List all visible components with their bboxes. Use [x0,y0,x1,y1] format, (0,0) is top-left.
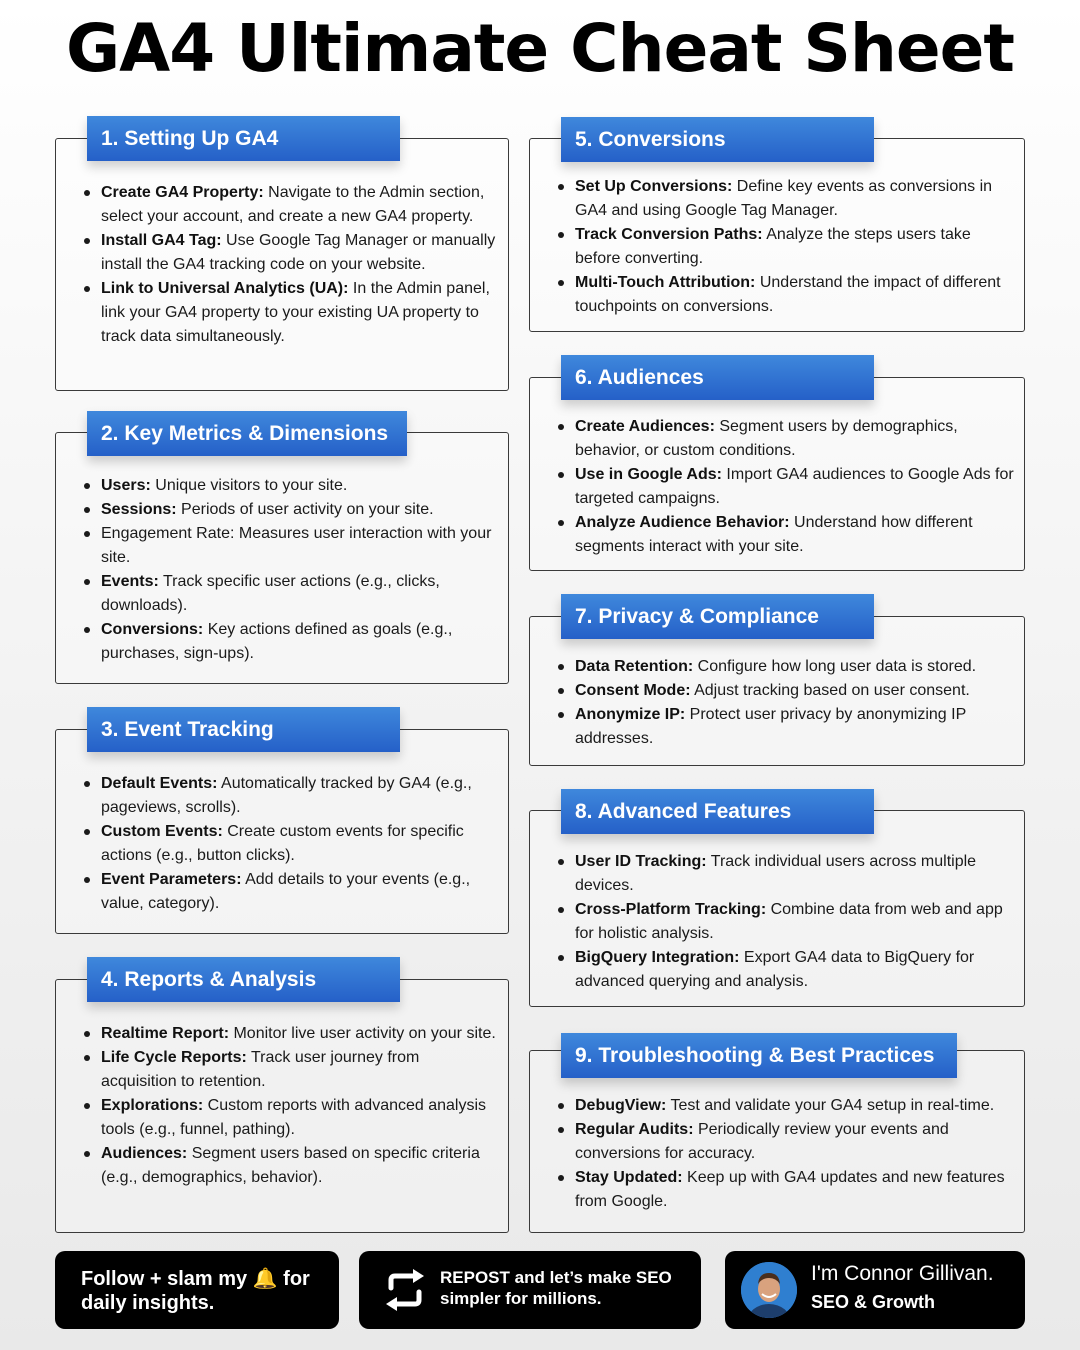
item-term: Create Audiences: [575,418,715,435]
item-term: Life Cycle Reports: [101,1049,247,1066]
item-term: Anonymize IP: [575,706,686,723]
section-heading: 6. Audiences [561,355,874,400]
list-item [82,1142,498,1190]
author-role: SEO & Growth [811,1292,936,1312]
item-description: Import GA4 audiences to Google Ads for targeted campaigns. [575,466,1014,507]
bullet-list [82,772,498,916]
section-heading: 3. Event Tracking [87,707,400,752]
section-heading: 7. Privacy & Compliance [561,594,874,639]
item-term: Regular Audits: [575,1121,694,1138]
item-description: Analyze the steps users take before converting. [575,226,971,267]
list-item [82,181,498,229]
item-term: Set Up Conversions: [575,178,733,195]
list-item [556,655,1014,679]
item-term: User ID Tracking: [575,853,707,870]
item-description: Export GA4 data to BigQuery for advanced querying and analysis. [575,949,975,990]
bullet-list [82,474,498,666]
bell-icon: 🔔 [252,1268,278,1290]
list-item [556,1118,1014,1166]
list-item [82,868,498,916]
list-item [82,229,498,277]
section-heading: 2. Key Metrics & Dimensions [87,411,407,456]
item-description: Add details to your events (e.g., value, category). [101,871,471,912]
section-heading: 4. Reports & Analysis [87,957,400,1002]
section-event-tracking [55,717,509,934]
item-term: Conversions: [101,621,204,638]
list-item [556,271,1014,319]
bullet-list [556,850,1014,994]
section-privacy [529,604,1025,766]
avatar-portrait-icon [741,1262,797,1318]
section-heading: 9. Troubleshooting & Best Practices [561,1033,957,1078]
item-description: Create custom events for specific actions (e.g., button clicks). [101,823,464,864]
list-item [82,1094,498,1142]
item-term: Link to Universal Analytics (UA): [101,280,349,297]
bullet-list [556,175,1014,319]
item-term: DebugView: [575,1097,667,1114]
item-term: Create GA4 Property: [101,184,264,201]
follow-text [81,1267,310,1315]
list-item [556,850,1014,898]
item-description: Use Google Tag Manager or manually install the GA4 tracking code on your website. [101,232,496,273]
list-item [556,463,1014,511]
list-item [82,618,498,666]
item-description: Periodically review your events and conversions for accuracy. [575,1121,949,1162]
item-description: Automatically tracked by GA4 (e.g., pageviews, scrolls). [101,775,472,816]
list-item [82,772,498,820]
item-description: Monitor live user activity on your site. [229,1025,496,1042]
item-description: Segment users based on specific criteria (e.g., demographics, behavior). [101,1145,480,1186]
list-item [556,1166,1014,1214]
item-description: Test and validate your GA4 setup in real-time. [666,1097,995,1114]
section-setting-up [55,126,509,391]
list-item [556,511,1014,559]
list-item [556,415,1014,463]
item-description: Track specific user actions (e.g., clicks, downloads). [101,573,440,614]
section-heading: 8. Advanced Features [561,789,874,834]
bullet-list [82,181,498,349]
item-description: Unique visitors to your site. [150,477,348,494]
item-description: Understand the impact of different touchpoints on conversions. [575,274,1001,315]
item-description: Track user journey from acquisition to retention. [101,1049,420,1090]
list-item [82,820,498,868]
item-description: Engagement Rate: Measures user interaction with your site. [101,525,492,566]
follow-line-1: Follow + slam my [81,1268,253,1290]
item-term: Consent Mode: [575,682,691,699]
section-troubleshooting [529,1043,1025,1233]
bullet-list [82,1022,498,1190]
item-description: Keep up with GA4 updates and new features from Google. [575,1169,1005,1210]
repost-line-1: REPOST and let’s make SEO [440,1268,672,1287]
item-description: Segment users by demographics, behavior, or custom conditions. [575,418,958,459]
follow-cta[interactable] [55,1251,339,1329]
item-description: Periods of user activity on your site. [176,501,434,518]
list-item [556,898,1014,946]
item-term: Analyze Audience Behavior: [575,514,790,531]
item-term: Users: [101,477,151,494]
section-heading: 5. Conversions [561,117,874,162]
bullet-list [556,1094,1014,1214]
item-term: Custom Events: [101,823,223,840]
section-audiences [529,365,1025,571]
list-item [556,223,1014,271]
page-title: GA4 Ultimate Cheat Sheet [66,10,1014,87]
item-term: Cross-Platform Tracking: [575,901,767,918]
item-description: Combine data from web and app for holistic analysis. [575,901,1003,942]
avatar [741,1262,797,1318]
item-term: Event Parameters: [101,871,242,888]
list-item [556,946,1014,994]
follow-line-2: daily insights. [81,1292,215,1314]
item-description: Understand how different segments interact with your site. [575,514,973,555]
list-item [82,1022,498,1046]
follow-line-1-end: for [277,1268,310,1290]
item-term: Install GA4 Tag: [101,232,222,249]
item-description: In the Admin panel, link your GA4 property to your existing UA property to track data simultaneously. [101,280,490,345]
item-term: Use in Google Ads: [575,466,722,483]
item-description: Track individual users across multiple devices. [575,853,977,894]
item-term: Default Events: [101,775,218,792]
list-item [556,679,1014,703]
author-card[interactable] [725,1251,1025,1329]
item-description: Key actions defined as goals (e.g., purchases, sign-ups). [101,621,453,662]
item-term: Audiences: [101,1145,188,1162]
item-description: Protect user privacy by anonymizing IP addresses. [575,706,966,747]
author-name: I'm Connor Gillivan. [811,1262,994,1285]
bullet-list [556,415,1014,559]
list-item [82,1046,498,1094]
list-item [556,703,1014,751]
bullet-list [556,655,1014,751]
item-term: Multi-Touch Attribution: [575,274,756,291]
list-item [82,277,498,349]
item-term: Stay Updated: [575,1169,683,1186]
list-item [82,474,498,498]
item-description: Define key events as conversions in GA4 and using Google Tag Manager. [575,178,993,219]
item-description: Custom reports with advanced analysis tools (e.g., funnel, pathing). [101,1097,487,1138]
list-item [82,570,498,618]
list-item [82,522,498,570]
item-description: Configure how long user data is stored. [693,658,977,675]
item-term: Explorations: [101,1097,204,1114]
item-term: Track Conversion Paths: [575,226,763,243]
item-term: Events: [101,573,159,590]
section-heading: 1. Setting Up GA4 [87,116,400,161]
section-reports [55,967,509,1233]
list-item [556,1094,1014,1118]
list-item [556,175,1014,223]
item-term: Data Retention: [575,658,694,675]
section-conversions [529,127,1025,332]
section-advanced [529,799,1025,1007]
repost-cta[interactable] [359,1251,701,1329]
item-description: Navigate to the Admin section, select your account, and create a new GA4 property. [101,184,485,225]
repost-icon [381,1268,429,1312]
item-term: BigQuery Integration: [575,949,740,966]
repost-line-2: simpler for millions. [440,1289,602,1308]
repost-text [440,1267,672,1309]
section-key-metrics [55,421,509,684]
item-term: Realtime Report: [101,1025,230,1042]
item-term: Sessions: [101,501,177,518]
list-item [82,498,498,522]
item-description: Adjust tracking based on user consent. [690,682,970,699]
